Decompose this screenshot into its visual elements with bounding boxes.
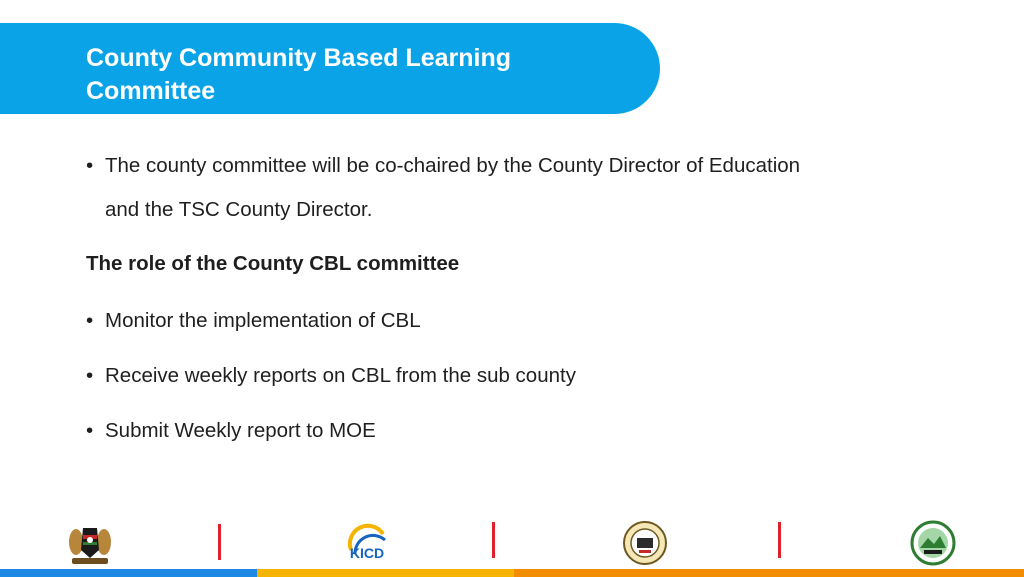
role-bullet [86,354,806,398]
footer-stripe [0,569,1024,577]
slide-title: County Community Based Learning Committee [86,44,512,105]
role-bullet [86,409,806,453]
role-text: Submit Weekly report to MOE [105,419,376,442]
footer-stripe-yellow [257,569,514,577]
intro-bullet-text: The county committee will be co-chaired by the County Director of Education and the TSC County Director. [105,154,801,221]
footer-stripe-blue [0,569,257,577]
bullet-icon: • [86,309,94,332]
bullet-icon: • [86,419,94,442]
bullet-icon: • [86,154,94,177]
intro-bullet [86,144,806,232]
kicd-text: KICD [349,545,385,561]
separator [218,524,221,560]
separator [492,522,495,558]
role-text: Receive weekly reports on CBL from the sub county [105,364,576,387]
role-text: Monitor the implementation of CBL [105,309,421,332]
section-heading: The role of the County CBL committee [86,252,460,275]
kicd-logo [343,520,391,566]
county-seal-icon [910,520,956,566]
footer-stripe-orange [514,569,1024,577]
separator [778,522,781,558]
tsc-seal-icon [622,520,668,566]
bullet-icon: • [86,364,94,387]
kenya-coat-of-arms-icon [66,520,114,566]
role-bullet [86,299,806,343]
